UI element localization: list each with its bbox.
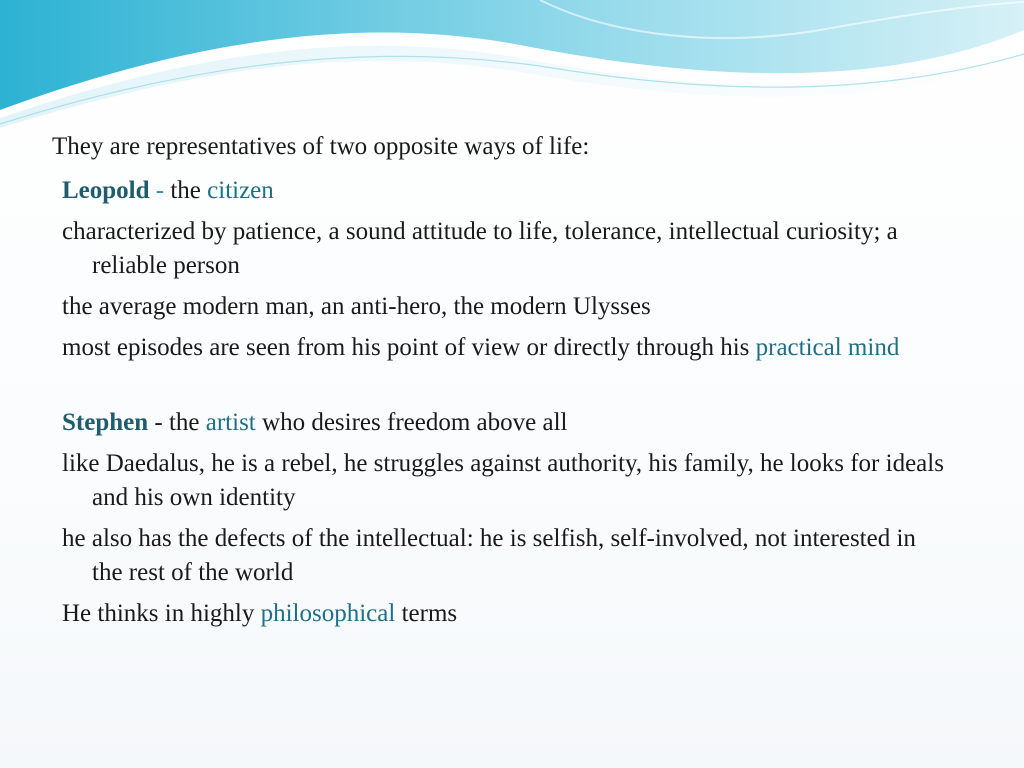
- stephen-pre: - the: [154, 409, 200, 436]
- leopold-point-3-text: most episodes are seen from his point of view or directly through his: [62, 334, 750, 361]
- leopold-heading: [62, 174, 952, 208]
- stephen-point-2: he also has the defects of the intellectual: he is selfish, self-involved, not interested in the rest of the world: [62, 525, 916, 586]
- leopold-name: Leopold: [62, 177, 150, 204]
- leopold-pre: the: [170, 177, 201, 204]
- decorative-wave-banner: [0, 0, 1024, 130]
- leopold-role: citizen: [207, 177, 274, 204]
- slide-content: [52, 130, 952, 638]
- stephen-name: Stephen: [62, 409, 149, 436]
- stephen-point-3-accent: philosophical: [260, 600, 396, 627]
- stephen-heading: [62, 406, 952, 440]
- stephen-point-3: [62, 597, 952, 631]
- leopold-point-2: the average modern man, an anti-hero, the modern Ulysses: [62, 293, 651, 320]
- leopold-dash: -: [155, 177, 165, 204]
- leopold-point-3: [62, 331, 952, 365]
- stephen-role: artist: [205, 409, 256, 436]
- stephen-point-1: like Daedalus, he is a rebel, he struggles against authority, his family, he looks for ideals and his own identity: [62, 450, 944, 511]
- leopold-point-3-accent: practical mind: [755, 334, 900, 361]
- section-gap: [52, 372, 952, 406]
- intro-line: They are representatives of two opposite ways of life:: [52, 133, 590, 160]
- leopold-point-1: characterized by patience, a sound attitude to life, tolerance, intellectual curiosity; a reliable person: [62, 218, 898, 279]
- stephen-post: who desires freedom above all: [262, 409, 568, 436]
- stephen-point-3-pre: He thinks in highly: [62, 600, 255, 627]
- stephen-point-3-post: terms: [401, 600, 458, 627]
